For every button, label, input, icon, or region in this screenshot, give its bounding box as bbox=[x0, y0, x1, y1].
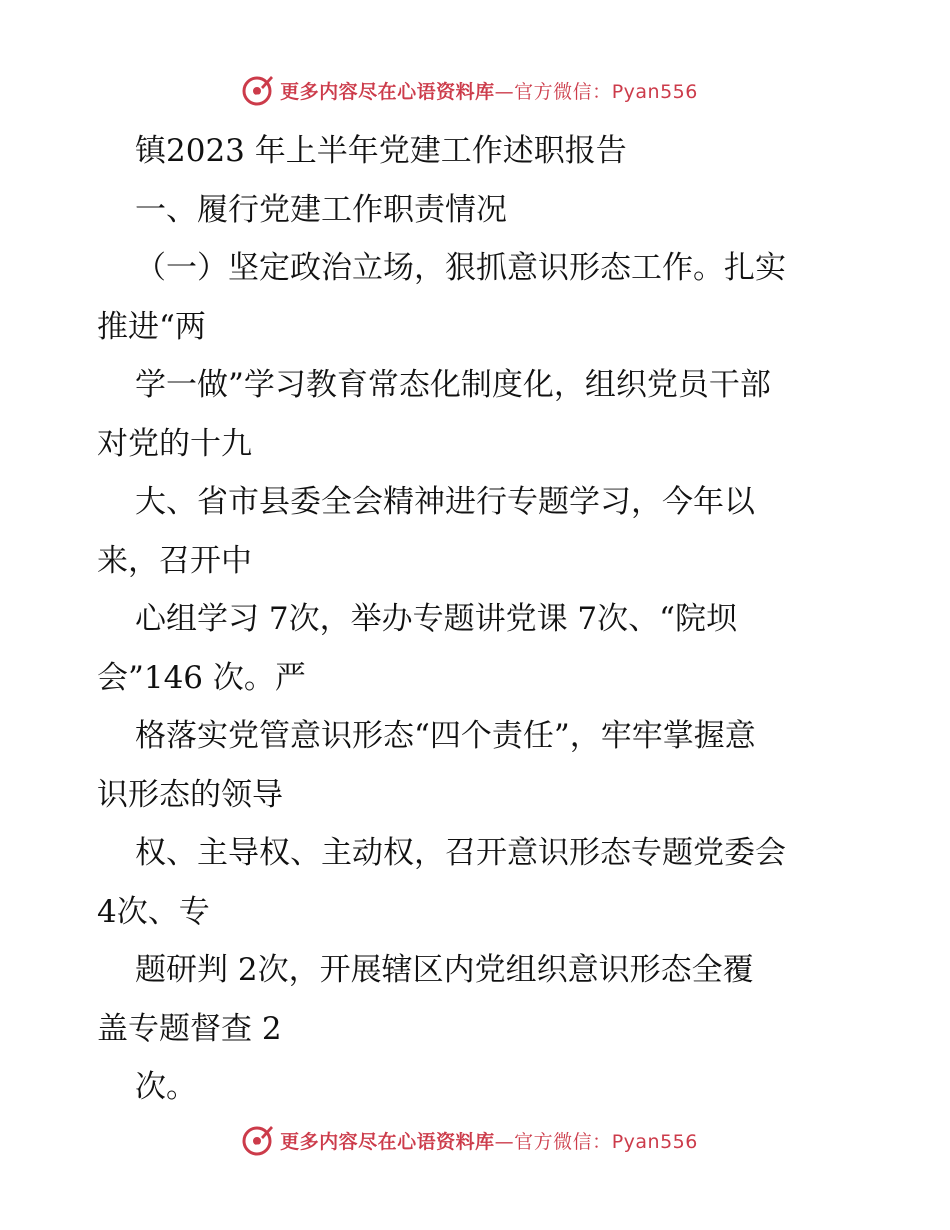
watermark-site-text: 更多内容尽在心语资料库 bbox=[280, 80, 495, 103]
paragraph-line: 推进“两 bbox=[97, 308, 206, 345]
header-watermark bbox=[0, 70, 950, 110]
watermark-separator: — bbox=[494, 80, 515, 103]
document-body bbox=[97, 122, 857, 1117]
section-heading: 一、履行党建工作职责情况 bbox=[135, 191, 507, 228]
footer-watermark bbox=[0, 1120, 950, 1160]
watermark-contact-label: 官方微信： bbox=[514, 80, 612, 103]
paragraph-line: 识形态的领导 bbox=[97, 776, 283, 813]
paragraph-line: 心组学习 7次，举办专题讲党课 7次、“院坝 bbox=[135, 601, 738, 637]
paragraph-line: （一）坚定政治立场，狠抓意识形态工作。扎实 bbox=[135, 250, 786, 286]
document-title: 镇2023 年上半年党建工作述职报告 bbox=[135, 133, 627, 169]
paragraph-line: 4次、专 bbox=[97, 893, 210, 930]
paragraph-line: 次。 bbox=[135, 1069, 197, 1105]
paragraph-line: 会”146 次。严 bbox=[97, 659, 306, 696]
paragraph-line: 格落实党管意识形态“四个责任”，牢牢掌握意 bbox=[135, 718, 756, 754]
paragraph-line: 盖专题督查 2 bbox=[97, 1010, 282, 1047]
watermark-contact-id: Pyan556 bbox=[611, 1130, 698, 1153]
watermark-site-text: 更多内容尽在心语资料库 bbox=[280, 1130, 495, 1153]
watermark-separator: — bbox=[494, 1130, 515, 1153]
watermark-contact-label: 官方微信： bbox=[514, 1130, 612, 1153]
paragraph-line: 大、省市县委全会精神进行专题学习，今年以 bbox=[135, 484, 755, 520]
pen-logo-icon bbox=[240, 1123, 274, 1157]
watermark-contact-id: Pyan556 bbox=[611, 80, 698, 103]
paragraph-line: 对党的十九 bbox=[97, 425, 252, 462]
paragraph-line: 来，召开中 bbox=[97, 542, 252, 579]
paragraph-line: 权、主导权、主动权，召开意识形态专题党委会 bbox=[135, 835, 786, 871]
paragraph-line: 学一做”学习教育常态化制度化，组织党员干部 bbox=[135, 367, 771, 403]
pen-logo-icon bbox=[240, 73, 274, 107]
paragraph-line: 题研判 2次，开展辖区内党组织意识形态全覆 bbox=[135, 952, 754, 988]
